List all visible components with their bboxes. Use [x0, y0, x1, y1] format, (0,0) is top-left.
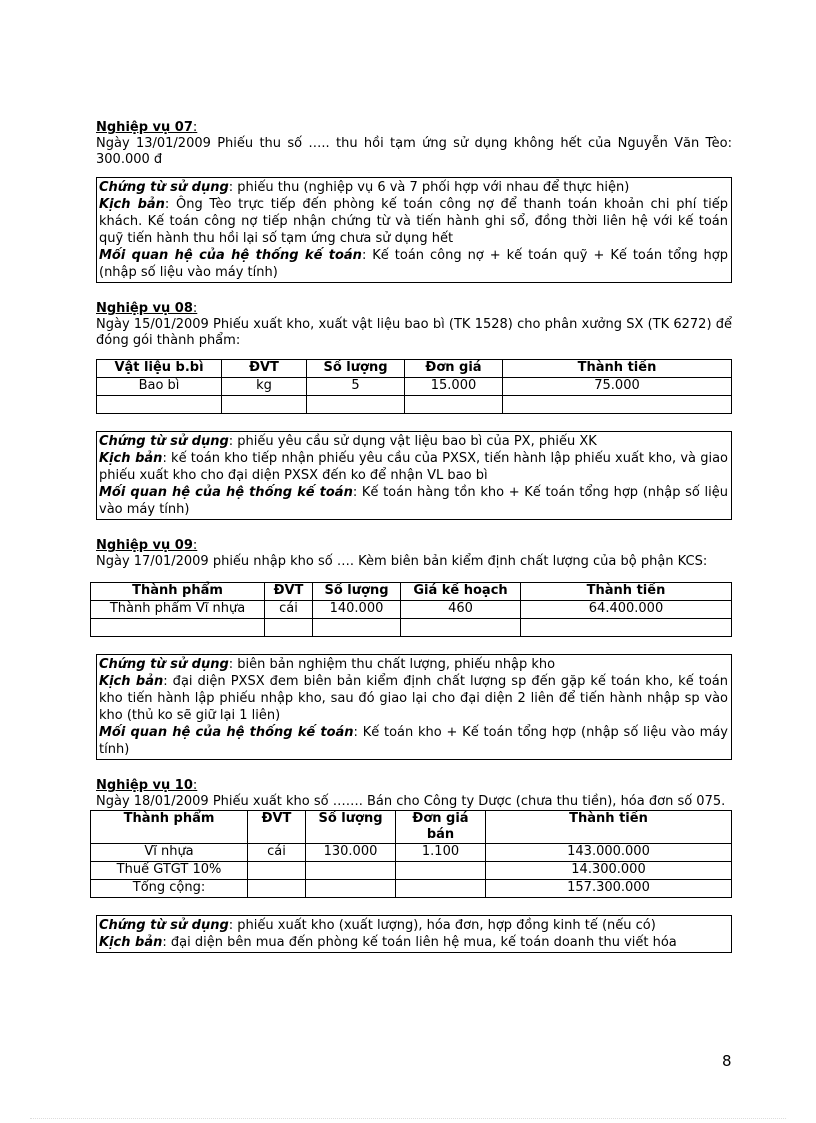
table-row: Bao bì kg 5 15.000 75.000: [97, 378, 732, 396]
table-header-row: Vật liệu b.bì ĐVT Số lượng Đơn giá Thành tiền: [97, 360, 732, 378]
document-page: [96, 120, 732, 953]
table-row: Thuế GTGT 10% 14.300.000: [91, 862, 732, 880]
section-nghiep-vu-07: Nghiệp vụ 07: Ngày 13/01/2009 Phiếu thu số ….. thu hồi tạm ứng sử dụng không hết của Nguyễn Văn Tèo: 300.000 đ Chứng từ sử dụng: phiếu thu (nghiệp vụ 6 và 7 phối hợp với nhau để thực hiện) Kịch bản: Ông Tèo trực tiếp đến phòng kế toán công nợ để thanh toán khoản chi phí tiếp khách. Kế toán công nợ tiếp nhận chứng từ và tiến hành ghi sổ, đồng thời liên hệ với kế toán quỹ tiến hành thu hồi lại số tạm ứng chưa sử dụng hết Mối quan hệ của hệ thống kế toán: Kế toán công nợ + kế toán quỹ + Kế toán tổng hợp (nhập số liệu vào máy tính): [96, 120, 732, 283]
table-row-empty: [97, 396, 732, 414]
table-header-row: Thành phẩm ĐVT Số lượng Đơn giá bán Thành tiền: [91, 811, 732, 844]
section-description: Ngày 13/01/2009 Phiếu thu số ….. thu hồi tạm ứng sử dụng không hết của Nguyễn Văn Tèo: 300.000 đ: [96, 136, 732, 167]
page-number: 8: [722, 1052, 732, 1070]
section-description: Ngày 18/01/2009 Phiếu xuất kho số ……. Bán cho Công ty Dược (chưa thu tiền), hóa đơn số 075.: [96, 794, 726, 809]
section-title: Nghiệp vụ 10: [96, 778, 193, 793]
section-title: Nghiệp vụ 08: [96, 301, 193, 316]
materials-table: [96, 359, 732, 414]
info-box: Chứng từ sử dụng: phiếu xuất kho (xuất lượng), hóa đơn, hợp đồng kinh tế (nếu có) Kịch bản: đại diện bên mua đến phòng kế toán liên hệ mua, kế toán doanh thu viết hóa: [96, 915, 732, 953]
sales-table: [90, 810, 732, 898]
info-box: Chứng từ sử dụng: phiếu thu (nghiệp vụ 6 và 7 phối hợp với nhau để thực hiện) Kịch bản: Ông Tèo trực tiếp đến phòng kế toán công nợ để thanh toán khoản chi phí tiếp khách. Kế toán công nợ tiếp nhận chứng từ và tiến hành ghi sổ, đồng thời liên hệ với kế toán quỹ tiến hành thu hồi lại số tạm ứng chưa sử dụng hết Mối quan hệ của hệ thống kế toán: Kế toán công nợ + kế toán quỹ + Kế toán tổng hợp (nhập số liệu vào máy tính): [96, 177, 732, 283]
table-row: Vĩ nhựa cái 130.000 1.100 143.000.000: [91, 844, 732, 862]
table-row-empty: [91, 619, 732, 637]
section-nghiep-vu-10: Nghiệp vụ 10: Ngày 18/01/2009 Phiếu xuất kho số ……. Bán cho Công ty Dược (chưa thu tiền), hóa đơn số 075. Thành phẩm ĐVT Số lượng Đơn giá bán Thành tiền Vĩ nhựa cái 130.000 1.100 143.000.000 Thuế GTGT 10% 14.300.000 Tổng cộng: 157.300.000 Chứng từ sử dụng: phiếu xuất kho (xuất lượng), hóa đơn, hợp đồng kinh tế (nếu có) Kịch bản: đại diện bên mua đến phòng kế toán liên hệ mua, kế toán doanh thu viết hóa: [96, 778, 732, 953]
section-title: Nghiệp vụ 09: [96, 538, 193, 553]
table-header-row: Thành phẩm ĐVT Số lượng Giá kế hoạch Thành tiền: [91, 583, 732, 601]
section-nghiep-vu-09: Nghiệp vụ 09: Ngày 17/01/2009 phiếu nhập kho số …. Kèm biên bản kiểm định chất lượng của bộ phận KCS: Thành phẩm ĐVT Số lượng Giá kế hoạch Thành tiền Thành phẩm Vĩ nhựa cái 140.000 460 64.400.000 Chứng từ sử dụng: biên bản nghiệm thu chất lượng, phiếu nhập kho Kịch bản: đại diện PXSX đem biên bản kiểm định chất lượng sp đến gặp kế toán kho, kế toán kho tiến hành lập phiếu nhập kho, sau đó giao lại cho đại diện 2 liên để tiến hành nhập sp vào kho (thủ ko sẽ giữ lại 1 liên) Mối quan hệ của hệ thống kế toán: Kế toán kho + Kế toán tổng hợp (nhập số liệu vào máy tính): [96, 538, 732, 760]
products-table: [90, 582, 732, 637]
section-description: Ngày 15/01/2009 Phiếu xuất kho, xuất vật liệu bao bì (TK 1528) cho phân xưởng SX (TK 6272) để đóng gói thành phẩm:: [96, 317, 732, 348]
table-row: Tổng cộng: 157.300.000: [91, 880, 732, 898]
page-bottom-divider: [30, 1118, 786, 1119]
info-box: Chứng từ sử dụng: biên bản nghiệm thu chất lượng, phiếu nhập kho Kịch bản: đại diện PXSX đem biên bản kiểm định chất lượng sp đến gặp kế toán kho, kế toán kho tiến hành lập phiếu nhập kho, sau đó giao lại cho đại diện 2 liên để tiến hành nhập sp vào kho (thủ ko sẽ giữ lại 1 liên) Mối quan hệ của hệ thống kế toán: Kế toán kho + Kế toán tổng hợp (nhập số liệu vào máy tính): [96, 654, 732, 760]
section-nghiep-vu-08: Nghiệp vụ 08: Ngày 15/01/2009 Phiếu xuất kho, xuất vật liệu bao bì (TK 1528) cho phân xưởng SX (TK 6272) để đóng gói thành phẩm: Vật liệu b.bì ĐVT Số lượng Đơn giá Thành tiền Bao bì kg 5 15.000 75.000 Chứng từ sử dụng: phiếu yêu cầu sử dụng vật liệu bao bì của PX, phiếu XK Kịch bản: kế toán kho tiếp nhận phiếu yêu cầu của PXSX, tiến hành lập phiếu xuất kho, và giao phiếu xuất kho cho đại diện PXSX đến ko để nhận VL bao bì Mối quan hệ của hệ thống kế toán: Kế toán hàng tồn kho + Kế toán tổng hợp (nhập số liệu vào máy tính): [96, 301, 732, 520]
section-description: Ngày 17/01/2009 phiếu nhập kho số …. Kèm biên bản kiểm định chất lượng của bộ phận KCS:: [96, 554, 708, 569]
table-row: Thành phẩm Vĩ nhựa cái 140.000 460 64.400.000: [91, 601, 732, 619]
section-title: Nghiệp vụ 07: [96, 120, 193, 135]
info-box: Chứng từ sử dụng: phiếu yêu cầu sử dụng vật liệu bao bì của PX, phiếu XK Kịch bản: kế toán kho tiếp nhận phiếu yêu cầu của PXSX, tiến hành lập phiếu xuất kho, và giao phiếu xuất kho cho đại diện PXSX đến ko để nhận VL bao bì Mối quan hệ của hệ thống kế toán: Kế toán hàng tồn kho + Kế toán tổng hợp (nhập số liệu vào máy tính): [96, 431, 732, 520]
